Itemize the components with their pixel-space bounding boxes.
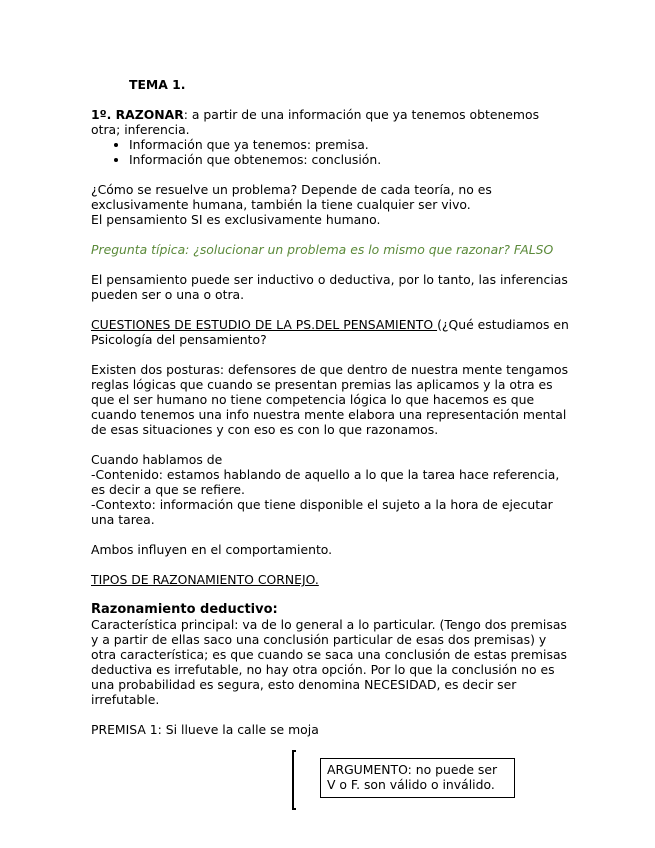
list-item: • Información que obtenemos: conclusión. [129, 152, 571, 167]
contexto-definition: -Contexto: información que tiene disponible el sujeto a la hora de ejecutar una tarea. [91, 497, 553, 527]
problema-paragraph: ¿Cómo se resuelve un problema? Depende de cada teoría, no es exclusivamente humana, también la tiene cualquier ser vivo. [91, 182, 492, 212]
premisa-1: PREMISA 1: Si llueve la calle se moja [91, 722, 319, 737]
cuestiones-paragraph [91, 317, 571, 347]
pregunta-tipica: Pregunta típica: ¿solucionar un problema es lo mismo que razonar? FALSO [91, 242, 554, 257]
razonar-text: : a partir de una información que ya tenemos obtenemos otra; inferencia. [91, 107, 540, 137]
cuestiones-heading: CUESTIONES DE ESTUDIO DE LA PS.DEL PENSAMIENTO [91, 317, 438, 332]
document-body [91, 77, 571, 737]
inductivo-paragraph: El pensamiento puede ser inductivo o deductiva, por lo tanto, las inferencias pueden ser o una o otra. [91, 272, 568, 302]
contenido-definition: -Contenido: estamos hablando de aquello a lo que la tarea hace referencia, es decir a que se refiere. [91, 467, 560, 497]
pensamiento-humano-paragraph: El pensamiento SI es exclusivamente humano. [91, 212, 381, 227]
deductivo-heading: Razonamiento deductivo: [91, 602, 278, 617]
razonar-paragraph [91, 107, 571, 137]
list-item: • Información que ya tenemos: premisa. [129, 137, 571, 152]
razonar-bullet-list [91, 137, 571, 167]
ambos-paragraph: Ambos influyen en el comportamiento. [91, 542, 333, 557]
razonar-label: 1º. RAZONAR [91, 107, 184, 122]
cuando-intro: Cuando hablamos de [91, 452, 223, 467]
page-title: TEMA 1. [129, 77, 186, 92]
posturas-paragraph: Existen dos posturas: defensores de que dentro de nuestra mente tengamos reglas lógicas que cuando se presentan premias las aplicamos y la otra es que el ser humano no tiene competencia lógica lo que hacemos es que cuando tenemos una info nuestra mente elabora una representación mental de esas situaciones y con eso es con lo que razonamos. [91, 362, 569, 437]
bracket-line [292, 750, 298, 810]
argumento-textbox: ARGUMENTO: no puede ser V o F. son válido o inválido. [320, 758, 515, 798]
tipos-heading: TIPOS DE RAZONAMIENTO CORNEJO. [91, 572, 319, 587]
cuestiones-question: (¿Qué estudiamos en Psicología del pensamiento? [91, 317, 569, 347]
deductivo-paragraph: Característica principal: va de lo general a lo particular. (Tengo dos premisas y a partir de ellas saco una conclusión particular de esas dos premisas) y otra característica; es que cuando se saca una conclusión de estas premisas deductiva es irrefutable, no hay otra opción. Por lo que la conclusión no es una probabilidad es segura, esto denomina NECESIDAD, es decir ser irrefutable. [91, 617, 568, 707]
